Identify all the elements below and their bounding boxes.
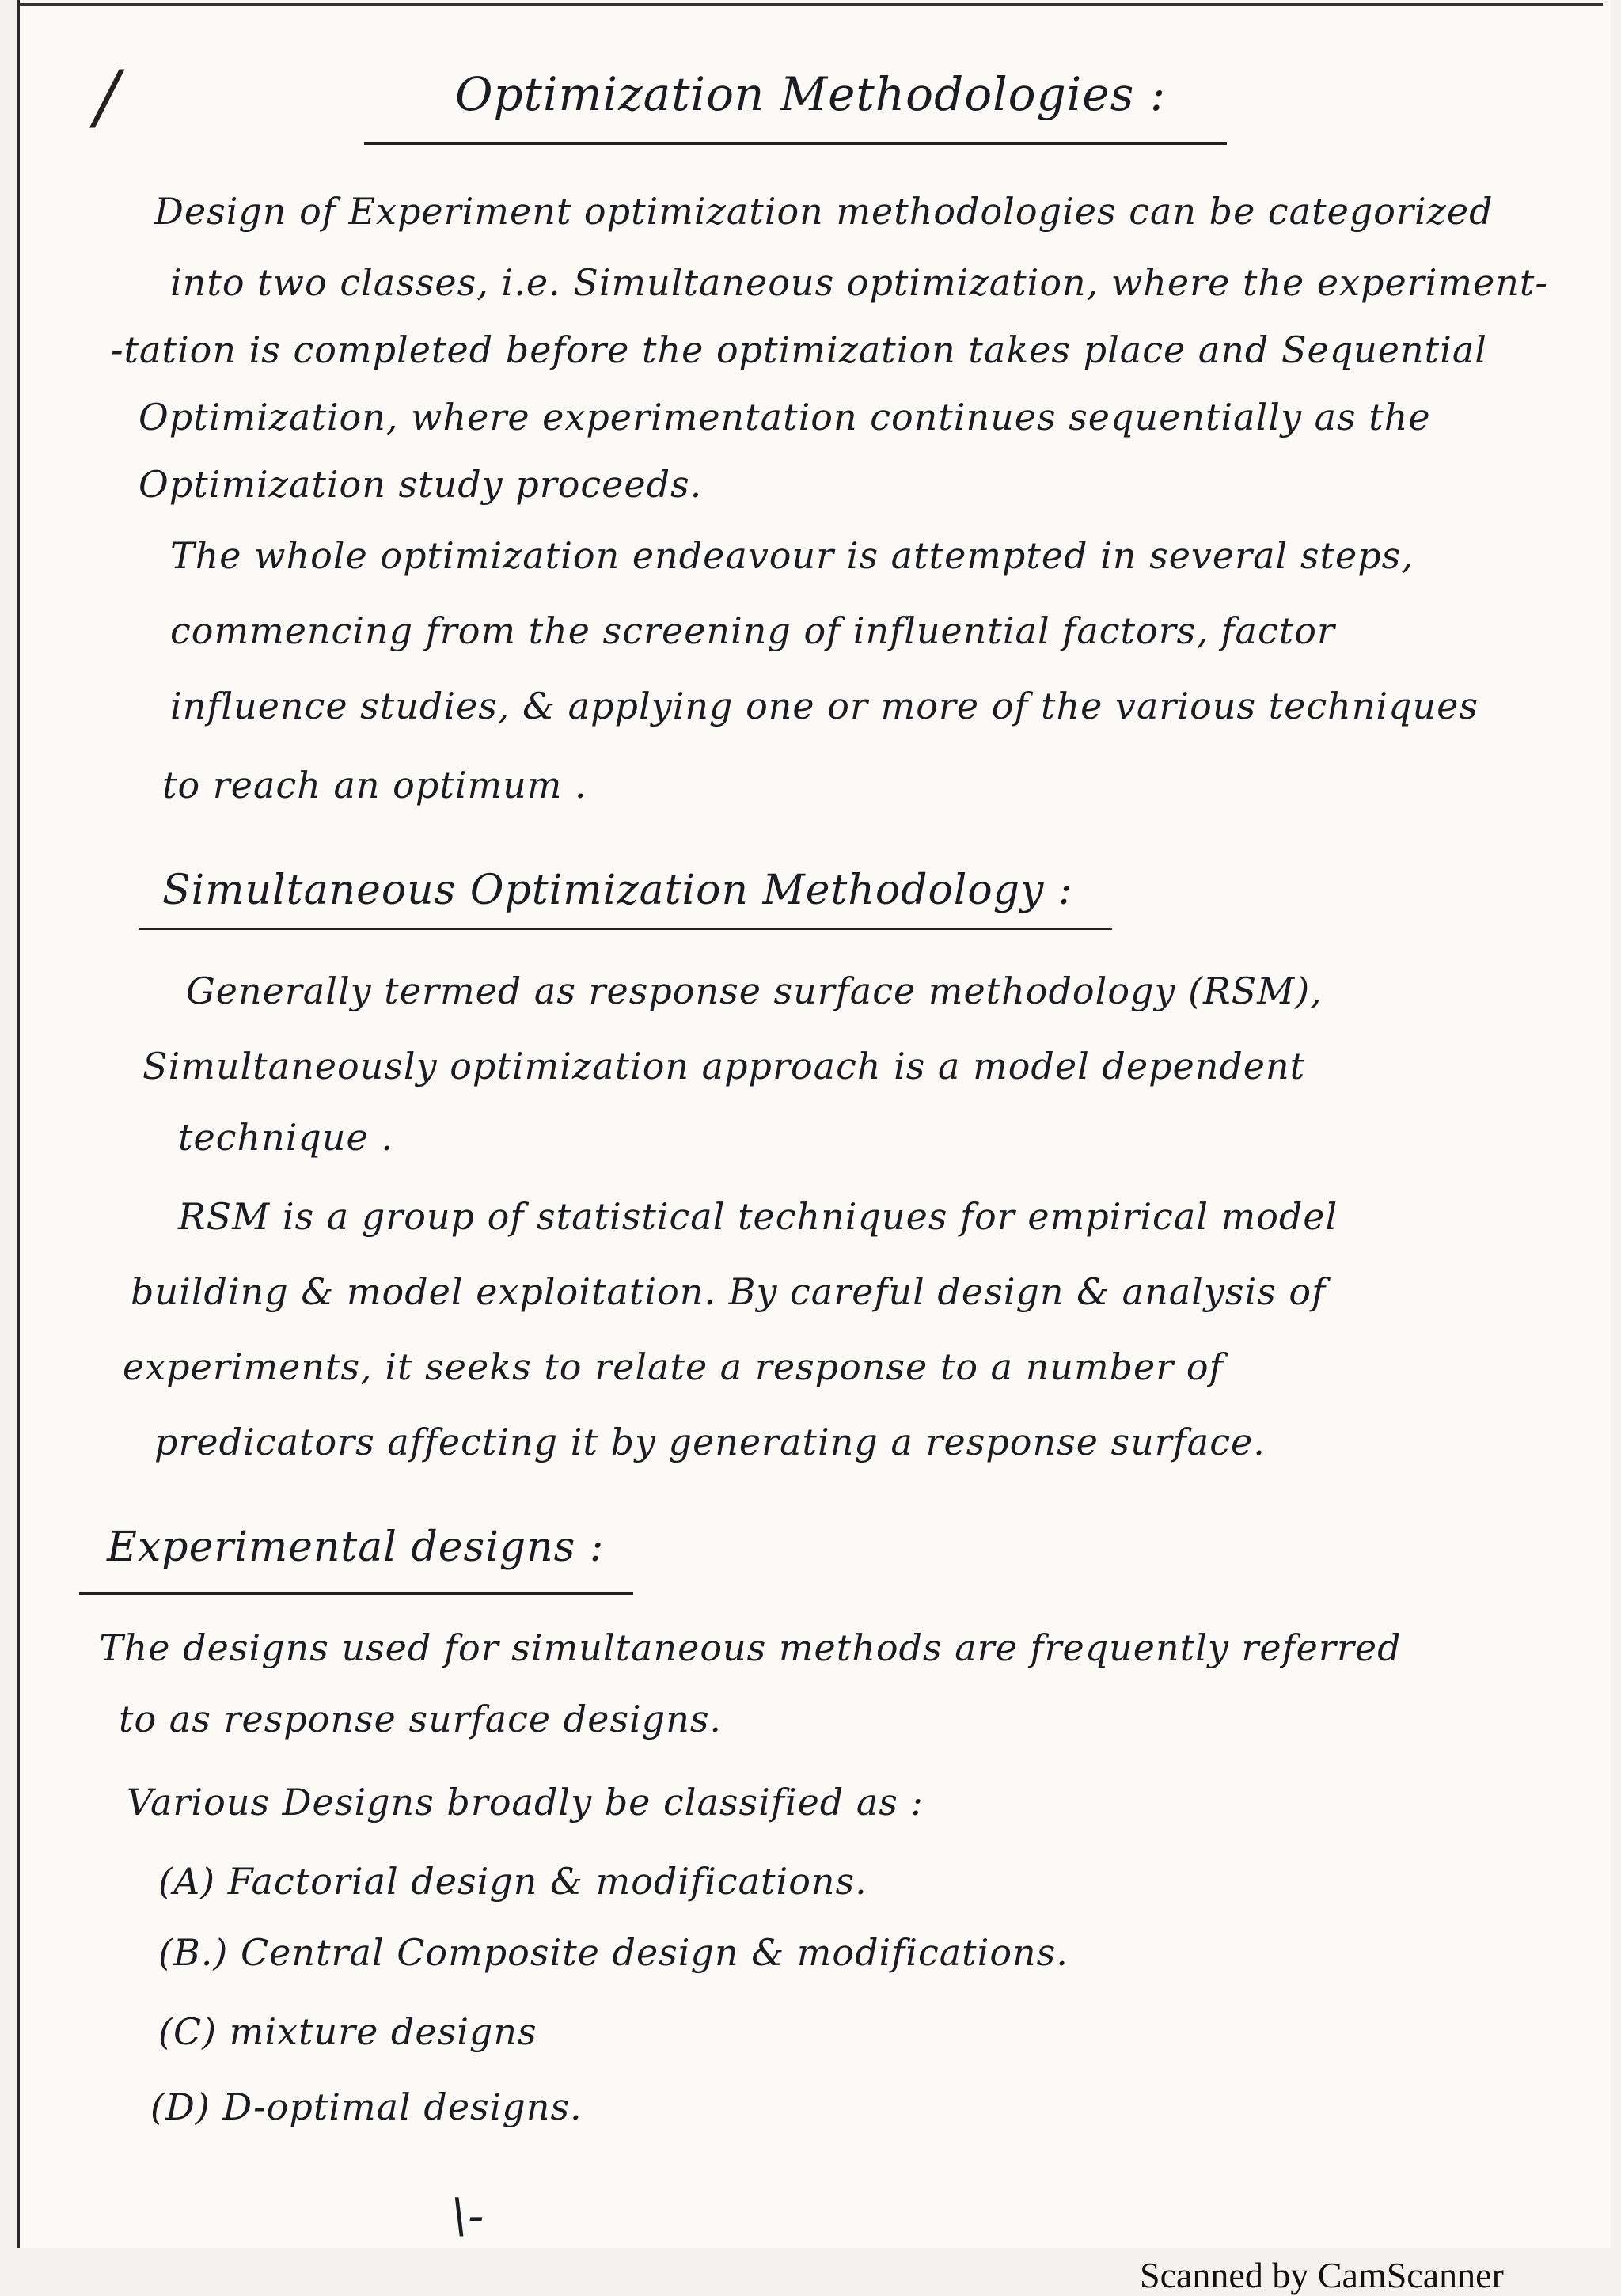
scanner-watermark: Scanned by CamScanner xyxy=(1140,2255,1504,2295)
section-1-line-3: technique . xyxy=(178,1116,393,1159)
paragraph-2-line-3: influence studies, & applying one or more of the various techniques xyxy=(170,685,1479,727)
section-heading-simultaneous: Simultaneous Optimization Methodology : xyxy=(162,867,1073,914)
end-mark: \- xyxy=(451,2188,485,2244)
page-title: Optimization Methodologies : xyxy=(455,67,1167,121)
paragraph-1-line-1: Design of Experiment optimization methodologies can be categorized xyxy=(154,190,1494,233)
design-list-item-d: (D) D-optimal designs. xyxy=(150,2085,583,2128)
paragraph-2-line-2: commencing from the screening of influential factors, factor xyxy=(170,609,1335,652)
paragraph-2-line-4: to reach an optimum . xyxy=(162,764,587,806)
section-heading-experimental-designs-underline xyxy=(79,1592,633,1595)
section-heading-experimental-designs: Experimental designs : xyxy=(107,1524,605,1571)
section-2-line-3: Various Designs broadly be classified as : xyxy=(127,1781,924,1824)
design-list-item-a: (A) Factorial design & modifications. xyxy=(158,1860,867,1903)
title-underline xyxy=(364,142,1227,145)
section-1-line-1: Generally termed as response surface methodology (RSM), xyxy=(186,970,1323,1012)
section-1-line-6: experiments, it seeks to relate a response to a number of xyxy=(123,1345,1224,1388)
scanned-page xyxy=(17,0,1611,2248)
page-mark: / xyxy=(95,55,120,139)
design-list-item-c: (C) mixture designs xyxy=(158,2010,537,2053)
section-1-line-7: predicators affecting it by generating a response surface. xyxy=(154,1421,1266,1463)
section-2-line-1: The designs used for simultaneous methods are frequently referred xyxy=(99,1626,1402,1669)
section-1-line-5: building & model exploitation. By careful design & analysis of xyxy=(131,1270,1327,1313)
section-1-line-4: RSM is a group of statistical techniques for empirical model xyxy=(178,1195,1338,1238)
paragraph-1-line-5: Optimization study proceeds. xyxy=(139,463,703,506)
paragraph-2-line-1: The whole optimization endeavour is attempted in several steps, xyxy=(170,534,1414,577)
section-2-line-2: to as response surface designs. xyxy=(119,1698,723,1740)
section-1-line-2: Simultaneously optimization approach is a model dependent xyxy=(142,1045,1306,1087)
section-heading-simultaneous-underline xyxy=(139,928,1112,930)
design-list-item-b: (B.) Central Composite design & modifications. xyxy=(158,1931,1069,1974)
page-top-edge xyxy=(20,3,1603,6)
paragraph-1-line-2: into two classes, i.e. Simultaneous optimization, where the experiment- xyxy=(170,261,1548,304)
paragraph-1-line-3: -tation is completed before the optimization takes place and Sequential xyxy=(111,328,1487,371)
paragraph-1-line-4: Optimization, where experimentation continues sequentially as the xyxy=(139,396,1431,438)
